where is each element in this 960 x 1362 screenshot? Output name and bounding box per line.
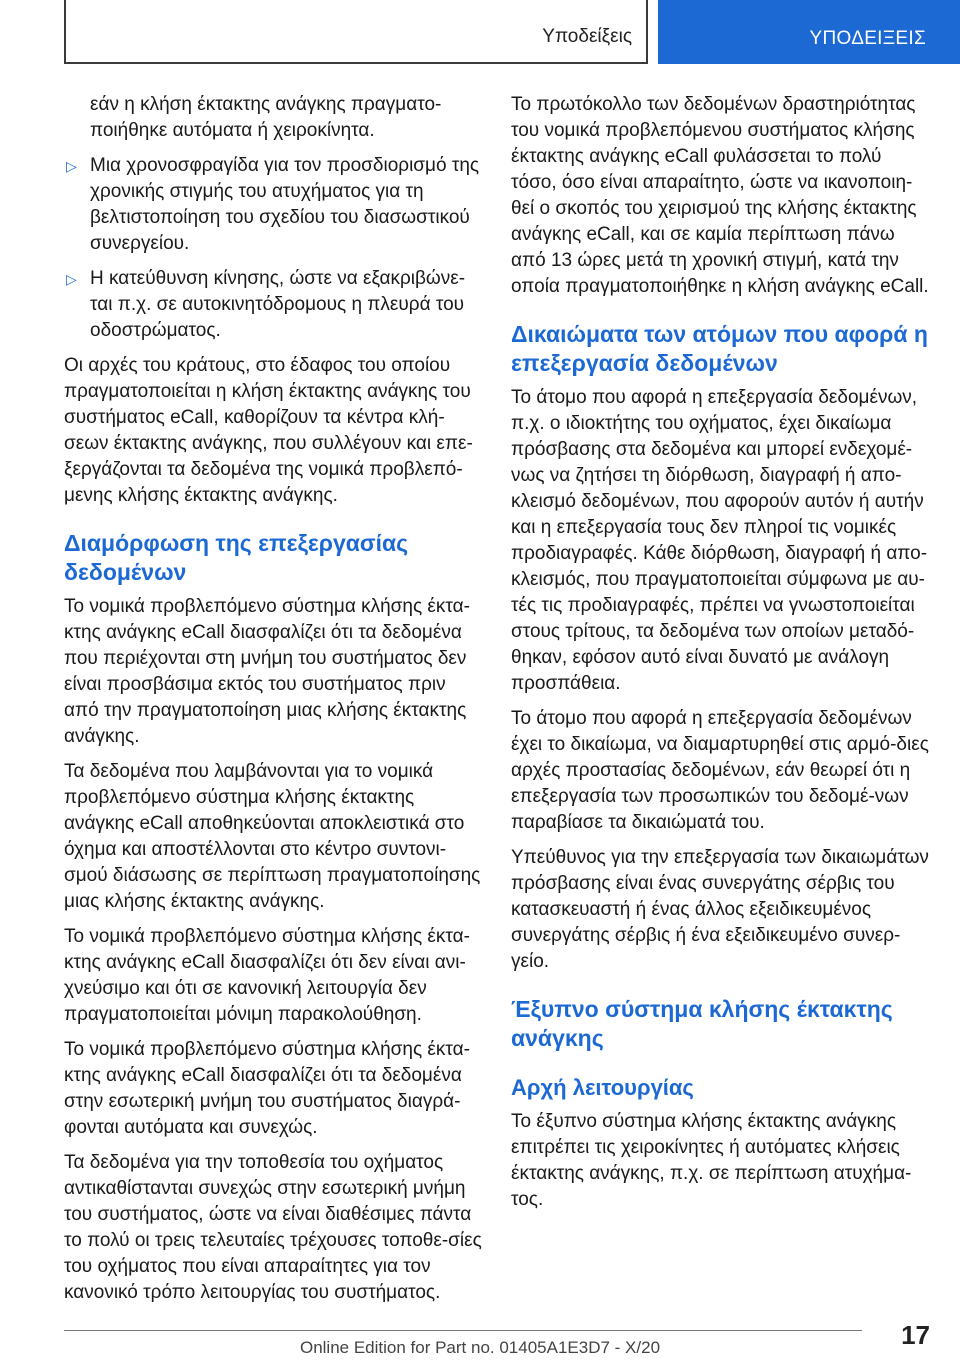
paragraph: Το άτομο που αφορά η επεξεργασία δεδομένων, π.χ. ο ιδιοκτήτης του οχήματος, έχει δικαίωμα πρόσβασης στα δεδομένα και μπορεί ενδεχομέ‐νως να ζητήσει τη διόρθωση, διαγραφή ή απο‐κλεισμό δεδομένων, που αφορούν αυτόν ή αυτήν και η επεξεργασία τους δεν πληροί τις νομικές προδιαγραφές. Κάθε διόρθωση, διαγραφή ή απο‐κλεισμός, που πραγματοποιείται σύμφωνα με αυ‐τές τις προδιαγραφές, πρέπει να γνωστοποιείται στους τρίτους, τα δεδομένα των οποίων μεταδό‐θηκαν, εφόσον αυτό είναι δυνατό με ανάλογη προσπάθεια. bbox=[511, 387, 928, 694]
page-number: 17 bbox=[901, 1320, 930, 1350]
header-chapter-title: Υποδείξεις bbox=[542, 26, 632, 47]
footer-edition-text: Online Edition for Part no. 01405A1E3D7 - X/20 bbox=[299, 1338, 661, 1357]
paragraph: Τα δεδομένα για την τοποθεσία του οχήματος αντικαθίστανται συνεχώς στην εσωτερική μνήμη του συστήματος, ώστε να είναι διαθέσιμες πάντα το πολύ οι τρεις τελευταίες τρέχουσες τοποθε‐σίες του οχήματος που είναι απαραίτητες για τον κανονικό τρόπο λειτουργίας του συστήματος. bbox=[64, 1152, 482, 1303]
paragraph: Το νομικά προβλεπόμενο σύστημα κλήσης έκτα‐κτης ανάγκης eCall διασφαλίζει ότι τα δεδομένα στην εσωτερική μνήμη του συστήματος διαγρά‐φονται αυτόματα και συνεχώς. bbox=[64, 1039, 470, 1138]
list-item-text: Μια χρονοσφραγίδα για τον προσδιορισμό της χρονικής στιγμής του ατυχήματος για τη βελτιστοποίηση του σχεδίου του διασωστικού συνεργείου. bbox=[90, 155, 480, 254]
paragraph: Υπεύθυνος για την επεξεργασία των δικαιωμάτων πρόσβασης είναι ένας συνεργάτης σέρβις του κατασκευαστή ή ένας άλλος εξειδικευμένος συνεργάτης σέρβις ή ένα εξειδικευμένο συνερ‐γείο. bbox=[511, 847, 929, 972]
triangle-bullet-icon: ▷ bbox=[66, 158, 77, 174]
right-column bbox=[511, 92, 931, 1222]
paragraph: Το έξυπνο σύστημα κλήσης έκτακτης ανάγκης επιτρέπει τις χειροκίνητες ή αυτόματες κλήσεις έκτακτης ανάγκης, π.χ. σε περίπτωση ατυχήμα‐τος. bbox=[511, 1111, 912, 1210]
header-chapter-box bbox=[64, 0, 648, 64]
paragraph: Τα δεδομένα που λαμβάνονται για το νομικά προβλεπόμενο σύστημα κλήσης έκτακτης ανάγκης eCall αποθηκεύονται αποκλειστικά στο όχημα και αποστέλλονται στο κέντρο συντονι‐σμού διάσωσης σε περίπτωση πραγματοποίησης μιας κλήσης έκτακτης ανάγκης. bbox=[64, 761, 481, 912]
paragraph: Το νομικά προβλεπόμενο σύστημα κλήσης έκτα‐κτης ανάγκης eCall διασφαλίζει ότι δεν είναι ανι‐χνεύσιμο και ότι σε κανονική λειτουργία δεν πραγματοποιείται μόνιμη παρακολούθηση. bbox=[64, 926, 470, 1025]
subsection-heading: Αρχή λειτουργίας bbox=[511, 1075, 694, 1100]
header-section-title: ΥΠΟΔΕΙΞΕΙΣ bbox=[809, 28, 926, 49]
section-heading: Δικαιώματα των ατόμων που αφορά η επεξεργασία δεδομένων bbox=[511, 321, 928, 376]
paragraph: Το άτομο που αφορά η επεξεργασία δεδομένων έχει το δικαίωμα, να διαμαρτυρηθεί στις αρμό‐διες αρχές προστασίας δεδομένων, εάν θεωρεί ότι η επεξεργασία των προσωπικών του δεδομέ‐νων παραβίασε τα δικαιώματά του. bbox=[511, 708, 929, 833]
paragraph: Το νομικά προβλεπόμενο σύστημα κλήσης έκτα‐κτης ανάγκης eCall διασφαλίζει ότι τα δεδομένα που περιέχονται στη μνήμη του συστήματος δεν είναι προσβάσιμα εκτός του συστήματος πριν από την πραγματοποίηση μιας κλήσης έκτακτης ανάγκης. bbox=[64, 596, 470, 747]
list-item bbox=[64, 153, 484, 257]
header-section-tab[interactable] bbox=[658, 0, 960, 64]
paragraph: Το πρωτόκολλο των δεδομένων δραστηριότητας του νομικά προβλεπόμενου συστήματος κλήσης έκτακτης ανάγκης eCall φυλάσσεται το πολύ τόσο, όσο είναι απαραίτητο, ώστε να ικανοποιη‐θεί ο σκοπός του χειρισμού της κλήσης έκτακτης ανάγκης eCall, και σε καμία περίπτωση πάνω από 13 ώρες μετά τη χρονική στιγμή, κατά την οποία πραγματοποιήθηκε η κλήση ανάγκης eCall. bbox=[511, 94, 929, 297]
footer-divider bbox=[64, 1330, 862, 1331]
list-item-text: Η κατεύθυνση κίνησης, ώστε να εξακριβώνε‐ται π.χ. σε αυτοκινητόδρομους η πλευρά του οδοστρώματος. bbox=[90, 268, 466, 341]
paragraph: Οι αρχές του κράτους, στο έδαφος του οποίου πραγματοποιείται η κλήση έκτακτης ανάγκης του συστήματος eCall, καθορίζουν τα κέντρα κλή‐σεων έκτακτης ανάγκης, που συλλέγουν και επε‐ξεργάζονται τα δεδομένα της νομικά προβλεπό‐μενης κλήσης έκτακτης ανάγκης. bbox=[64, 355, 473, 506]
section-heading: Διαμόρφωση της επεξεργασίας δεδομένων bbox=[64, 530, 409, 585]
continued-text: εάν η κλήση έκτακτης ανάγκης πραγματο‐ποιήθηκε αυτόματα ή χειροκίνητα. bbox=[90, 94, 442, 141]
list-item bbox=[64, 266, 484, 344]
left-column bbox=[64, 92, 484, 1315]
section-heading: Έξυπνο σύστημα κλήσης έκτακτης ανάγκης bbox=[511, 996, 893, 1051]
triangle-bullet-icon: ▷ bbox=[66, 271, 77, 287]
